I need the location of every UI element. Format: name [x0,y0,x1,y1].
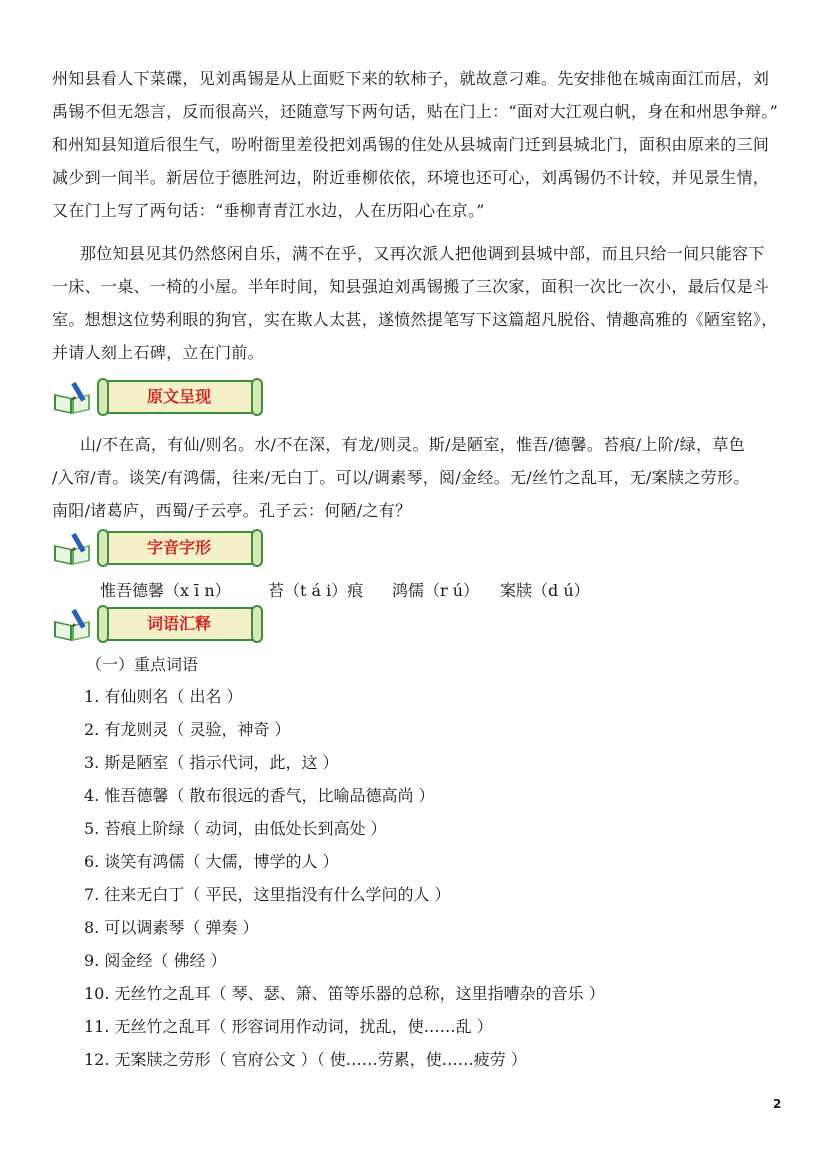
text-line: 禹锡不但无怨言，反而很高兴，还随意写下两句话，贴在门上：“面对大江观白帆，身在和州思争辩。” [52,102,779,121]
section-title: 词语汇释 [146,614,211,633]
section-badge-vocab [52,603,222,647]
original-text [52,428,778,527]
vocab-item: 8. 可以调素琴（ 弹奏 ） [84,918,259,937]
intro-paragraph-1 [52,62,778,227]
vocab-item: 3. 斯是陋室（ 指示代词，此，这 ） [84,753,339,772]
text-line: 减少到一间半。新居位于德胜河边，附近垂柳依依，环境也还可心，刘禹锡仍不计较，并见景生情， [52,168,770,187]
page-number: 2 [773,1097,782,1111]
vocab-item: 5. 苔痕上阶绿（ 动词，由低处长到高处 ） [84,819,387,838]
pronunciation-item: 苔（t á i）痕 [268,581,364,600]
vocab-item: 10. 无丝竹之乱耳（ 琴、瑟、箫、笛等乐器的总称，这里指嘈杂的音乐 ） [84,984,605,1003]
text-line: /入帘/青。谈笑/有鸿儒，往来/无白丁。可以/调素琴，阅/金经。无/丝竹之乱耳，无/案牍之劳形。 [52,468,750,487]
text-line: 一床、一桌、一椅的小屋。半年时间，知县强迫刘禹锡搬了三次家，面积一次比一次小，最后仅是斗 [52,277,770,296]
vocab-item: 1. 有仙则名（ 出名 ） [84,687,243,706]
vocab-subtitle: （一）重点词语 [86,655,199,674]
text-line: 和州知县知道后很生气，吩咐衙里差役把刘禹锡的住处从县城南门迁到县城北门，面积由原来的三间 [52,135,770,154]
pronunciation-item: 惟吾德馨（x ī n） [100,581,231,600]
section-title: 字音字形 [146,538,211,557]
pronunciation-item: 鸿儒（r ú） [392,581,480,600]
text-line: 那位知县见其仍然悠闲自乐，满不在乎，又再次派人把他调到县城中部，而且只给一间只能容下 [80,244,765,263]
vocab-item: 4. 惟吾德馨（ 散布很远的香气，比喻品德高尚 ） [84,786,435,805]
section-badge-pronunciation [52,527,222,571]
vocab-item: 9. 阅金经（ 佛经 ） [84,951,227,970]
intro-paragraph-2 [52,237,778,369]
vocab-item: 11. 无丝竹之乱耳（ 形容词用作动词，扰乱，使……乱 ） [84,1017,493,1036]
book-pencil-icon [52,533,96,567]
book-pencil-icon [52,609,96,643]
section-badge-original [52,376,222,420]
text-line: 山/不在高，有仙/则名。水/不在深，有龙/则灵。斯/是陋室，惟吾/德馨。苔痕/上阶/绿，草色 [80,435,745,454]
text-line: 又在门上写了两句话：“垂柳青青江水边，人在历阳心在京。” [52,201,485,220]
section-title: 原文呈现 [146,387,211,406]
vocab-item: 7. 往来无白丁（ 平民，这里指没有什么学问的人 ） [84,885,451,904]
text-line: 南阳/诸葛庐，西蜀/子云亭。孔子云：何陋/之有？ [52,501,412,520]
vocab-item: 6. 谈笑有鸿儒（ 大儒，博学的人 ） [84,852,339,871]
vocab-item: 2. 有龙则灵（ 灵验，神奇 ） [84,720,291,739]
pronunciation-item: 案牍（d ú） [500,581,590,600]
book-pencil-icon [52,382,96,416]
text-line: 州知县看人下菜碟，见刘禹锡是从上面贬下来的软柿子，就故意刁难。先安排他在城南面江而居，刘 [52,69,770,88]
text-line: 并请人刻上石碑，立在门前。 [52,343,264,362]
text-line: 室。想想这位势利眼的狗官，实在欺人太甚，遂愤然提笔写下这篇超凡脱俗、情趣高雅的《陋室铭》， [52,310,778,329]
vocab-item: 12. 无案牍之劳形（ 官府公文 ）（ 使……劳累，使……疲劳 ） [84,1050,527,1069]
